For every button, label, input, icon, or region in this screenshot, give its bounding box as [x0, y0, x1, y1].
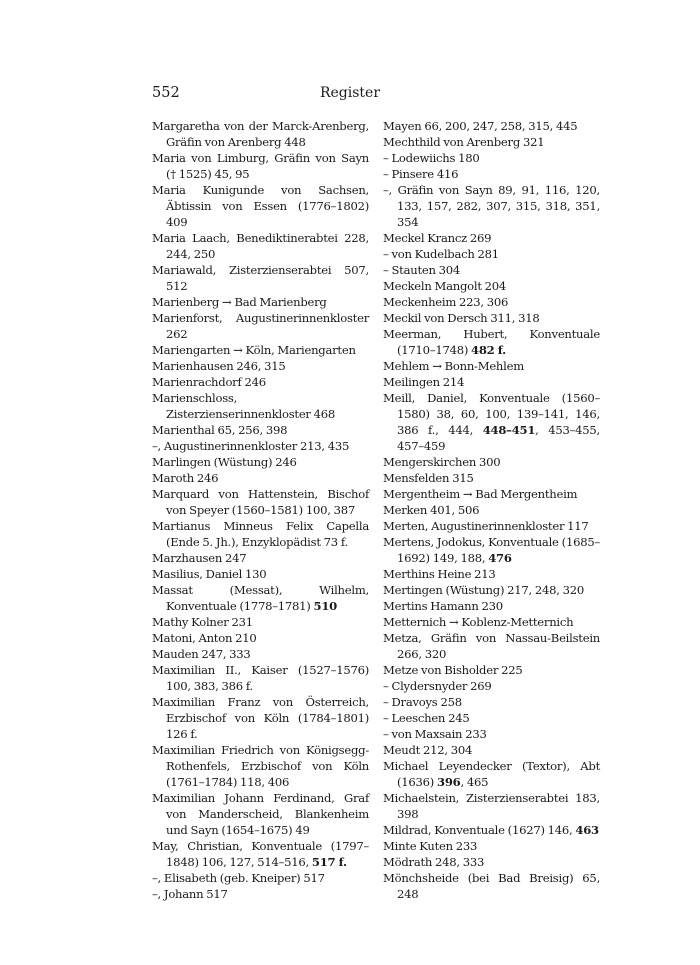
entry-text: Maria Kunigunde von Sachsen, Äbtissin von Essen (1776–1802) 409 [152, 183, 369, 229]
index-entry [383, 678, 600, 694]
index-entry [152, 550, 369, 566]
index-entry [383, 614, 600, 630]
entry-text: Meckel Krancz 269 [383, 231, 492, 245]
entry-text: Massat (Messat), Wilhelm, Konventuale (1778–1781) [152, 583, 369, 613]
index-entry [383, 694, 600, 710]
index-entry [383, 822, 600, 838]
entry-bold-page: 476 [488, 551, 512, 565]
entry-text: Marienthal 65, 256, 398 [152, 423, 288, 437]
entry-text: Matoni, Anton 210 [152, 631, 257, 645]
entry-text: Mechthild von Arenberg 321 [383, 135, 545, 149]
index-entry [152, 182, 369, 230]
index-entry [152, 838, 369, 870]
entry-bold-page: 482 f. [471, 343, 506, 357]
entry-text: –, Elisabeth (geb. Kneiper) 517 [152, 871, 325, 885]
entry-text: – Dravoys 258 [383, 695, 462, 709]
entry-text: Marienschloss, Zisterzienserinnenkloster 468 [152, 391, 336, 421]
index-entry [383, 118, 600, 134]
entry-text: Mertingen (Wüstung) 217, 248, 320 [383, 583, 585, 597]
entry-text: Maria Laach, Benediktinerabtei 228, 244, 250 [152, 231, 369, 261]
entry-text: Michaelstein, Zisterzienserabtei 183, 398 [383, 791, 600, 821]
entry-bold-page: 517 f. [311, 855, 347, 869]
index-entry [383, 662, 600, 678]
index-entry [383, 870, 600, 902]
entry-text: –, Augustinerinnenkloster 213, 435 [152, 439, 350, 453]
entry-text: Minte Kuten 233 [383, 839, 478, 853]
entry-text: – Pinsere 416 [383, 167, 459, 181]
entry-text: – von Maxsain 233 [383, 727, 487, 741]
index-entry [383, 246, 600, 262]
entry-text: Maximilian Johann Ferdinand, Graf von Manderscheid, Blankenheim und Sayn (1654–1675) 49 [152, 791, 369, 837]
index-entry [152, 294, 369, 310]
index-column-left [152, 118, 369, 902]
index-entry [152, 438, 369, 454]
entry-text: Mayen 66, 200, 247, 258, 315, 445 [383, 119, 578, 133]
entry-text: Mauden 247, 333 [152, 647, 251, 661]
entry-text: Meckil von Dersch 311, 318 [383, 311, 540, 325]
entry-text: Metternich → Koblenz-Metternich [383, 615, 574, 629]
index-entry [383, 182, 600, 230]
index-entry [152, 358, 369, 374]
index-entry [383, 710, 600, 726]
index-entry [383, 358, 600, 374]
entry-text: – von Kudelbach 281 [383, 247, 499, 261]
entry-text: Mehlem → Bonn-Mehlem [383, 359, 524, 373]
entry-text: Maximilian Franz von Österreich, Erzbischof von Köln (1784–1801) 126 f. [152, 695, 369, 741]
entry-text: Mergentheim → Bad Mergentheim [383, 487, 578, 501]
index-entry [152, 518, 369, 550]
index-entry [152, 230, 369, 262]
index-entry [152, 886, 369, 902]
entry-text: Meill, Daniel, Konventuale (1560–1580) 38, 60, 100, 139–141, 146, 386 f., 444, [383, 391, 600, 437]
index-entry [383, 758, 600, 790]
entry-text: Mödrath 248, 333 [383, 855, 485, 869]
entry-text: Metze von Bisholder 225 [383, 663, 523, 677]
index-entry [152, 630, 369, 646]
index-entry [383, 486, 600, 502]
entry-text: Marzhausen 247 [152, 551, 247, 565]
entry-text: Mertins Hamann 230 [383, 599, 503, 613]
entry-text: – Clydersnyder 269 [383, 679, 492, 693]
index-entry [152, 150, 369, 182]
entry-text: Metza, Gräfin von Nassau-Beilstein 266, 320 [383, 631, 600, 661]
index-entry [152, 646, 369, 662]
index-entry [383, 310, 600, 326]
entry-text: Mertens, Jodokus, Konventuale (1685–1692) 149, 188, [383, 535, 600, 565]
entry-text: Maximilian Friedrich von Königsegg-Rothenfels, Erzbischof von Köln (1761–1784) 118, 406 [152, 743, 369, 789]
index-entry [383, 390, 600, 454]
index-entry [383, 838, 600, 854]
index-entry [152, 870, 369, 886]
index-entry [152, 694, 369, 742]
index-entry [152, 614, 369, 630]
index-entry [152, 486, 369, 518]
index-entry [383, 166, 600, 182]
index-entry [383, 278, 600, 294]
entry-text: Meilingen 214 [383, 375, 465, 389]
running-head: Register [319, 85, 381, 101]
entry-text: Marquard von Hattenstein, Bischof von Speyer (1560–1581) 100, 387 [152, 487, 369, 517]
entry-text: Merken 401, 506 [383, 503, 480, 517]
index-entry [383, 230, 600, 246]
index-entry [383, 518, 600, 534]
entry-text: Margaretha von der Marck-Arenberg, Gräfin von Arenberg 448 [152, 119, 369, 149]
entry-text: Mariengarten → Köln, Mariengarten [152, 343, 356, 357]
entry-text: Mathy Kolner 231 [152, 615, 253, 629]
index-entry [152, 566, 369, 582]
entry-bold-page: 396 [437, 775, 461, 789]
entry-text: Merthins Heine 213 [383, 567, 496, 581]
index-entry [383, 470, 600, 486]
index-entry [383, 454, 600, 470]
index-entry [383, 134, 600, 150]
index-entry [383, 326, 600, 358]
index-entry [383, 854, 600, 870]
entry-text: Marienforst, Augustinerinnenkloster 262 [152, 311, 369, 341]
entry-text: Marienhausen 246, 315 [152, 359, 286, 373]
index-entry [152, 582, 369, 614]
index-entry [383, 742, 600, 758]
entry-text: – Lodewiichs 180 [383, 151, 480, 165]
index-entry [152, 662, 369, 694]
entry-text: Mengerskirchen 300 [383, 455, 501, 469]
entry-text: Meerman, Hubert, Konventuale (1710–1748) [383, 327, 600, 357]
entry-text: Michael Leyendecker (Textor), Abt (1636) [383, 759, 600, 789]
entry-text: –, Johann 517 [152, 887, 228, 901]
index-entry [383, 534, 600, 566]
index-entry [383, 790, 600, 822]
index-entry [152, 374, 369, 390]
index-entry [383, 566, 600, 582]
index-entry [383, 502, 600, 518]
entry-text: Meudt 212, 304 [383, 743, 473, 757]
entry-bold-page: 463 [575, 823, 599, 837]
entry-text: Mariawald, Zisterzienserabtei 507, 512 [152, 263, 369, 293]
index-entry [383, 598, 600, 614]
entry-text: Martianus Minneus Felix Capella (Ende 5. Jh.), Enzyklopädist 73 f. [152, 519, 369, 549]
page-number: 552 [152, 85, 180, 101]
index-entry [152, 470, 369, 486]
entry-text: Marienberg → Bad Marienberg [152, 295, 327, 309]
entry-text: Merten, Augustinerinnenkloster 117 [383, 519, 589, 533]
index-column-right [383, 118, 600, 902]
entry-text: Maria von Limburg, Gräfin von Sayn († 1525) 45, 95 [152, 151, 369, 181]
entry-text: Maximilian II., Kaiser (1527–1576) 100, 383, 386 f. [152, 663, 369, 693]
index-entry [152, 342, 369, 358]
entry-text: – Leeschen 245 [383, 711, 470, 725]
entry-text: , 465 [460, 775, 489, 789]
index-entry [383, 582, 600, 598]
entry-text: –, Gräfin von Sayn 89, 91, 116, 120, 133, 157, 282, 307, 315, 318, 351, 354 [383, 183, 600, 229]
entry-text: May, Christian, Konventuale (1797–1848) 106, 127, 514–516, [152, 839, 369, 869]
index-entry [383, 294, 600, 310]
entry-text: Maroth 246 [152, 471, 219, 485]
entry-text: Mildrad, Konventuale (1627) 146, [383, 823, 576, 837]
entry-bold-page: 510 [313, 599, 337, 613]
index-entry [383, 726, 600, 742]
index-entry [152, 790, 369, 838]
entry-text: Meckenheim 223, 306 [383, 295, 509, 309]
index-entry [152, 262, 369, 294]
entry-text: Mensfelden 315 [383, 471, 474, 485]
index-entry [152, 454, 369, 470]
entry-text: Marienrachdorf 246 [152, 375, 266, 389]
index-entry [152, 390, 369, 422]
index-entry [383, 150, 600, 166]
index-entry [383, 630, 600, 662]
entry-bold-page: 448–451 [482, 423, 536, 437]
entry-text: Meckeln Mangolt 204 [383, 279, 507, 293]
index-entry [383, 262, 600, 278]
entry-text: , 453–455, 457–459 [397, 423, 600, 453]
entry-text: Masilius, Daniel 130 [152, 567, 267, 581]
index-entry [152, 118, 369, 150]
entry-text: Marlingen (Wüstung) 246 [152, 455, 297, 469]
index-entry [152, 422, 369, 438]
index-entry [152, 742, 369, 790]
entry-text: – Stauten 304 [383, 263, 461, 277]
entry-text: Mönchsheide (bei Bad Breisig) 65, 248 [383, 871, 600, 901]
index-entry [383, 374, 600, 390]
index-entry [152, 310, 369, 342]
